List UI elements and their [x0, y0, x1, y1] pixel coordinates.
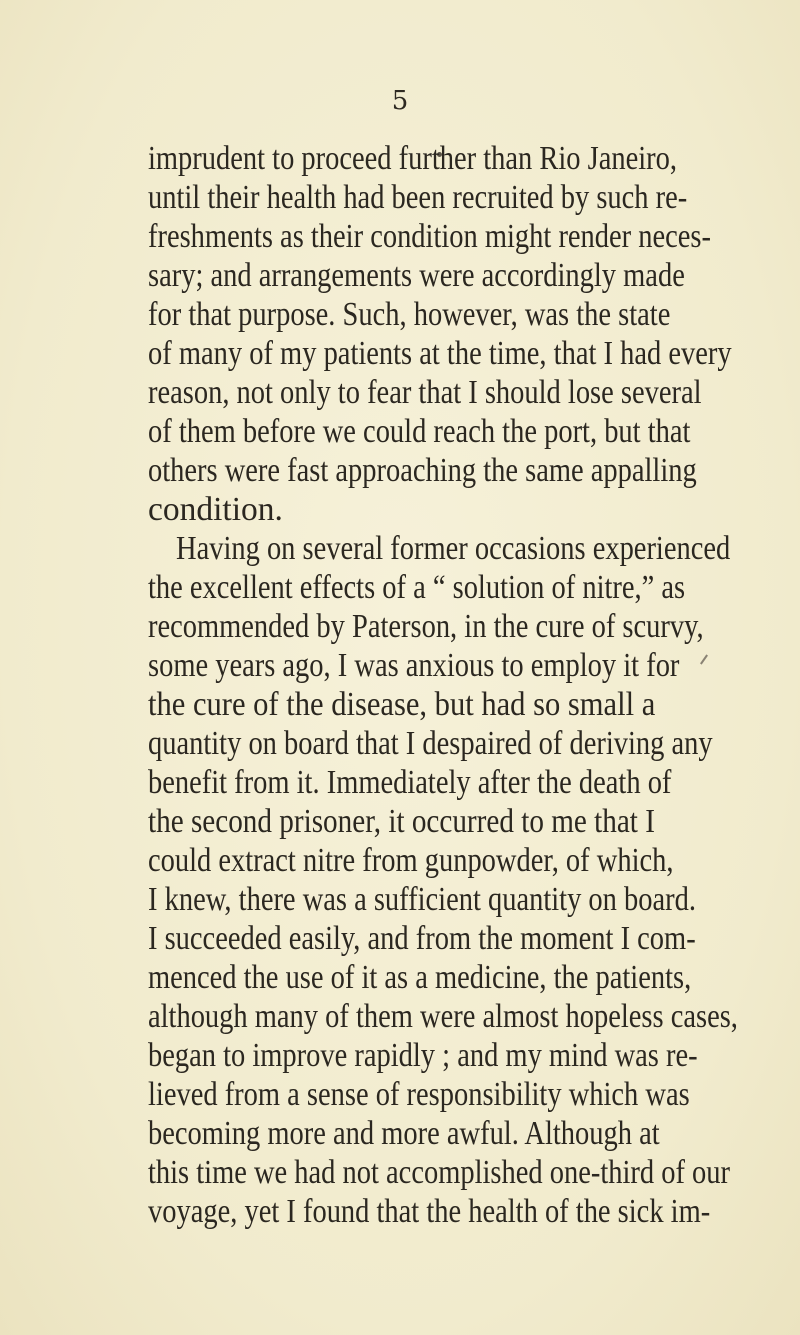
text-line: menced the use of it as a medicine, the patients,: [148, 959, 692, 996]
text-line: the second prisoner, it occurred to me that I: [148, 803, 655, 840]
text-line: Having on several former occasions experienced: [176, 530, 731, 567]
text-line: condition.: [148, 491, 283, 528]
text-line: freshments as their condition might render neces-: [148, 218, 712, 255]
text-line: the excellent effects of a “ solution of nitre,” as: [148, 569, 686, 606]
text-line: recommended by Paterson, in the cure of scurvy,: [148, 608, 704, 645]
text-line: reason, not only to fear that I should lose several: [148, 374, 702, 411]
text-line: becoming more and more awful. Although at: [148, 1115, 660, 1152]
text-line: until their health had been recruited by such re-: [148, 179, 688, 216]
text-line: although many of them were almost hopeless cases,: [148, 998, 738, 1035]
margin-mark: [700, 654, 708, 664]
text-line: began to improve rapidly ; and my mind was re-: [148, 1037, 698, 1074]
text-line: benefit from it. Immediately after the death of: [148, 764, 672, 801]
text-line: of many of my patients at the time, that I had every: [148, 335, 732, 372]
text-line: lieved from a sense of responsibility which was: [148, 1076, 690, 1113]
text-line: others were fast approaching the same appalling: [148, 452, 697, 489]
text-line: I knew, there was a sufficient quantity on board.: [148, 881, 696, 918]
page-number: 5: [391, 86, 409, 116]
text-line: this time we had not accomplished one-third of our: [148, 1154, 731, 1191]
text-line: for that purpose. Such, however, was the state: [148, 296, 671, 333]
text-line: the cure of the disease, but had so small a: [148, 686, 656, 723]
text-line: I succeeded easily, and from the moment I com-: [148, 920, 696, 957]
text-line: could extract nitre from gunpowder, of which,: [148, 842, 674, 879]
text-line: quantity on board that I despaired of deriving any: [148, 725, 713, 762]
text-line: some years ago, I was anxious to employ it for: [148, 647, 680, 684]
text-line: of them before we could reach the port, but that: [148, 413, 691, 450]
text-line: sary; and arrangements were accordingly made: [148, 257, 685, 294]
text-line: voyage, yet I found that the health of the sick im-: [148, 1193, 711, 1230]
text-line: imprudent to proceed further than Rio Janeiro,: [148, 140, 678, 177]
